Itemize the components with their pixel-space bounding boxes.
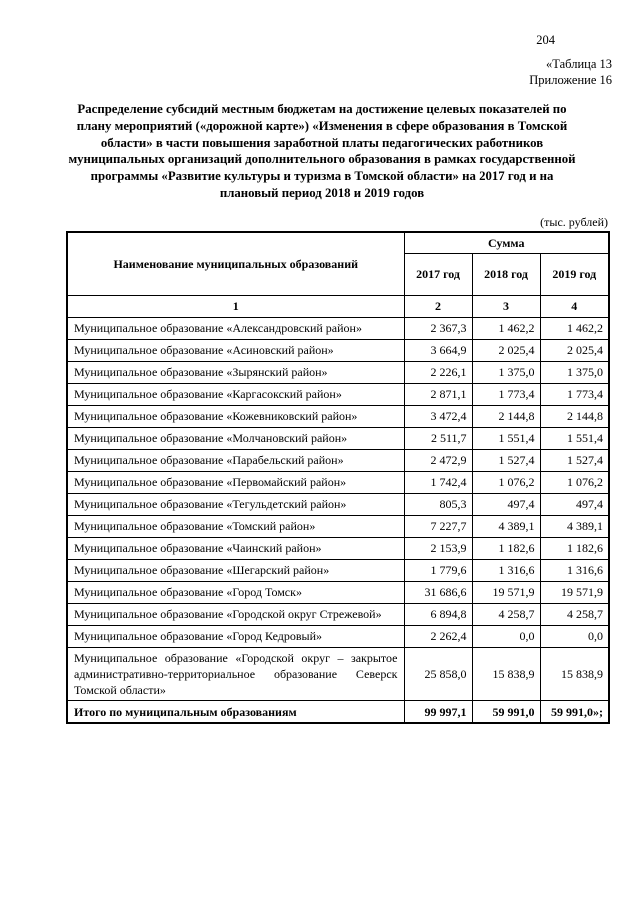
- header-row-numbering: [67, 295, 609, 317]
- table-row: [67, 317, 609, 339]
- municipality-name: Муниципальное образование «Тегульдетский район»: [67, 493, 404, 515]
- value-2019: 1 375,0: [540, 361, 609, 383]
- table-row: [67, 471, 609, 493]
- value-2019: 497,4: [540, 493, 609, 515]
- value-2017: 2 472,9: [404, 449, 472, 471]
- value-2017: 7 227,7: [404, 515, 472, 537]
- table-row: [67, 383, 609, 405]
- value-2018: 1 462,2: [472, 317, 540, 339]
- municipality-name: Муниципальное образование «Шегарский район»: [67, 559, 404, 581]
- value-2017: 2 511,7: [404, 427, 472, 449]
- municipality-name: Муниципальное образование «Томский район»: [67, 515, 404, 537]
- value-2018: 4 258,7: [472, 603, 540, 625]
- header-year-2018: 2018 год: [472, 253, 540, 295]
- column-number-4: 4: [540, 295, 609, 317]
- value-2019: 2 144,8: [540, 405, 609, 427]
- value-2018: 1 182,6: [472, 537, 540, 559]
- value-2017: 2 262,4: [404, 625, 472, 647]
- value-2019: 15 838,9: [540, 647, 609, 700]
- municipality-name: Муниципальное образование «Молчановский район»: [67, 427, 404, 449]
- value-2018: 2 144,8: [472, 405, 540, 427]
- value-2019: 4 258,7: [540, 603, 609, 625]
- table-row: [67, 427, 609, 449]
- total-value-2019: 59 991,0»;: [540, 700, 609, 723]
- value-2017: 2 871,1: [404, 383, 472, 405]
- header-row-group: [67, 232, 609, 254]
- column-number-1: 1: [67, 295, 404, 317]
- value-2018: 0,0: [472, 625, 540, 647]
- table-row: [67, 625, 609, 647]
- value-2018: 1 316,6: [472, 559, 540, 581]
- table-row: [67, 361, 609, 383]
- column-number-2: 2: [404, 295, 472, 317]
- page-number: 204: [536, 33, 555, 47]
- table-row: [67, 537, 609, 559]
- value-2018: 15 838,9: [472, 647, 540, 700]
- header-year-2019: 2019 год: [540, 253, 609, 295]
- value-2017: 6 894,8: [404, 603, 472, 625]
- municipality-name: Муниципальное образование «Город Кедровый»: [67, 625, 404, 647]
- value-2019: 1 527,4: [540, 449, 609, 471]
- value-2018: 1 527,4: [472, 449, 540, 471]
- value-2019: 2 025,4: [540, 339, 609, 361]
- municipality-name: Муниципальное образование «Асиновский район»: [67, 339, 404, 361]
- total-row: [67, 700, 609, 723]
- value-2017: 3 664,9: [404, 339, 472, 361]
- subsidies-table: [66, 231, 610, 725]
- value-2017: 2 226,1: [404, 361, 472, 383]
- table-row: [67, 603, 609, 625]
- column-number-3: 3: [472, 295, 540, 317]
- document-title: Распределение субсидий местным бюджетам на достижение целевых показателей по плану мероприятий («дорожной карте») «Изменения в сфере образования в Томской области» в части повышения заработной платы педагогических работников муниципальных организаций дополнительного образования в рамках государственной программы «Развитие культуры и туризма в Томской области» на 2017 год и на плановый период 2018 и 2019 годов: [68, 102, 576, 200]
- municipality-name: Муниципальное образование «Александровский район»: [67, 317, 404, 339]
- value-2017: 1 779,6: [404, 559, 472, 581]
- table-row: [67, 449, 609, 471]
- value-2017: 2 367,3: [404, 317, 472, 339]
- units-note: (тыс. рублей): [540, 214, 608, 229]
- value-2018: 1 375,0: [472, 361, 540, 383]
- caption-line-table: «Таблица 13: [546, 57, 612, 71]
- municipality-name: Муниципальное образование «Парабельский район»: [67, 449, 404, 471]
- table-caption: [0, 48, 640, 88]
- value-2018: 497,4: [472, 493, 540, 515]
- value-2018: 1 551,4: [472, 427, 540, 449]
- value-2019: 1 462,2: [540, 317, 609, 339]
- total-value-2017: 99 997,1: [404, 700, 472, 723]
- municipality-name: Муниципальное образование «Чаинский район»: [67, 537, 404, 559]
- table-row: [67, 339, 609, 361]
- value-2018: 2 025,4: [472, 339, 540, 361]
- table-row: [67, 559, 609, 581]
- table-row: [67, 647, 609, 700]
- value-2018: 4 389,1: [472, 515, 540, 537]
- value-2017: 31 686,6: [404, 581, 472, 603]
- municipality-name: Муниципальное образование «Каргасокский район»: [67, 383, 404, 405]
- municipality-name: Муниципальное образование «Кожевниковский район»: [67, 405, 404, 427]
- value-2019: 4 389,1: [540, 515, 609, 537]
- header-group-summa: Сумма: [404, 232, 609, 254]
- value-2017: 25 858,0: [404, 647, 472, 700]
- value-2019: 19 571,9: [540, 581, 609, 603]
- value-2019: 1 316,6: [540, 559, 609, 581]
- table-row: [67, 405, 609, 427]
- value-2019: 1 551,4: [540, 427, 609, 449]
- table-row: [67, 581, 609, 603]
- value-2018: 1 076,2: [472, 471, 540, 493]
- municipality-name: Муниципальное образование «Город Томск»: [67, 581, 404, 603]
- total-label: Итого по муниципальным образованиям: [67, 700, 404, 723]
- table-row: [67, 493, 609, 515]
- header-name-column: Наименование муниципальных образований: [67, 232, 404, 296]
- value-2017: 3 472,4: [404, 405, 472, 427]
- value-2019: 1 182,6: [540, 537, 609, 559]
- municipality-name: Муниципальное образование «Зырянский район»: [67, 361, 404, 383]
- municipality-name: Муниципальное образование «Городской округ – закрытое административно-территориальное образование Северск Томской области»: [67, 647, 404, 700]
- value-2018: 19 571,9: [472, 581, 540, 603]
- header-year-2017: 2017 год: [404, 253, 472, 295]
- table-body: [67, 317, 609, 700]
- municipality-name: Муниципальное образование «Городской округ Стрежевой»: [67, 603, 404, 625]
- municipality-name: Муниципальное образование «Первомайский район»: [67, 471, 404, 493]
- caption-line-annex: Приложение 16: [529, 73, 612, 87]
- value-2017: 805,3: [404, 493, 472, 515]
- value-2018: 1 773,4: [472, 383, 540, 405]
- value-2019: 1 076,2: [540, 471, 609, 493]
- value-2019: 0,0: [540, 625, 609, 647]
- total-value-2018: 59 991,0: [472, 700, 540, 723]
- value-2017: 1 742,4: [404, 471, 472, 493]
- value-2017: 2 153,9: [404, 537, 472, 559]
- value-2019: 1 773,4: [540, 383, 609, 405]
- table-row: [67, 515, 609, 537]
